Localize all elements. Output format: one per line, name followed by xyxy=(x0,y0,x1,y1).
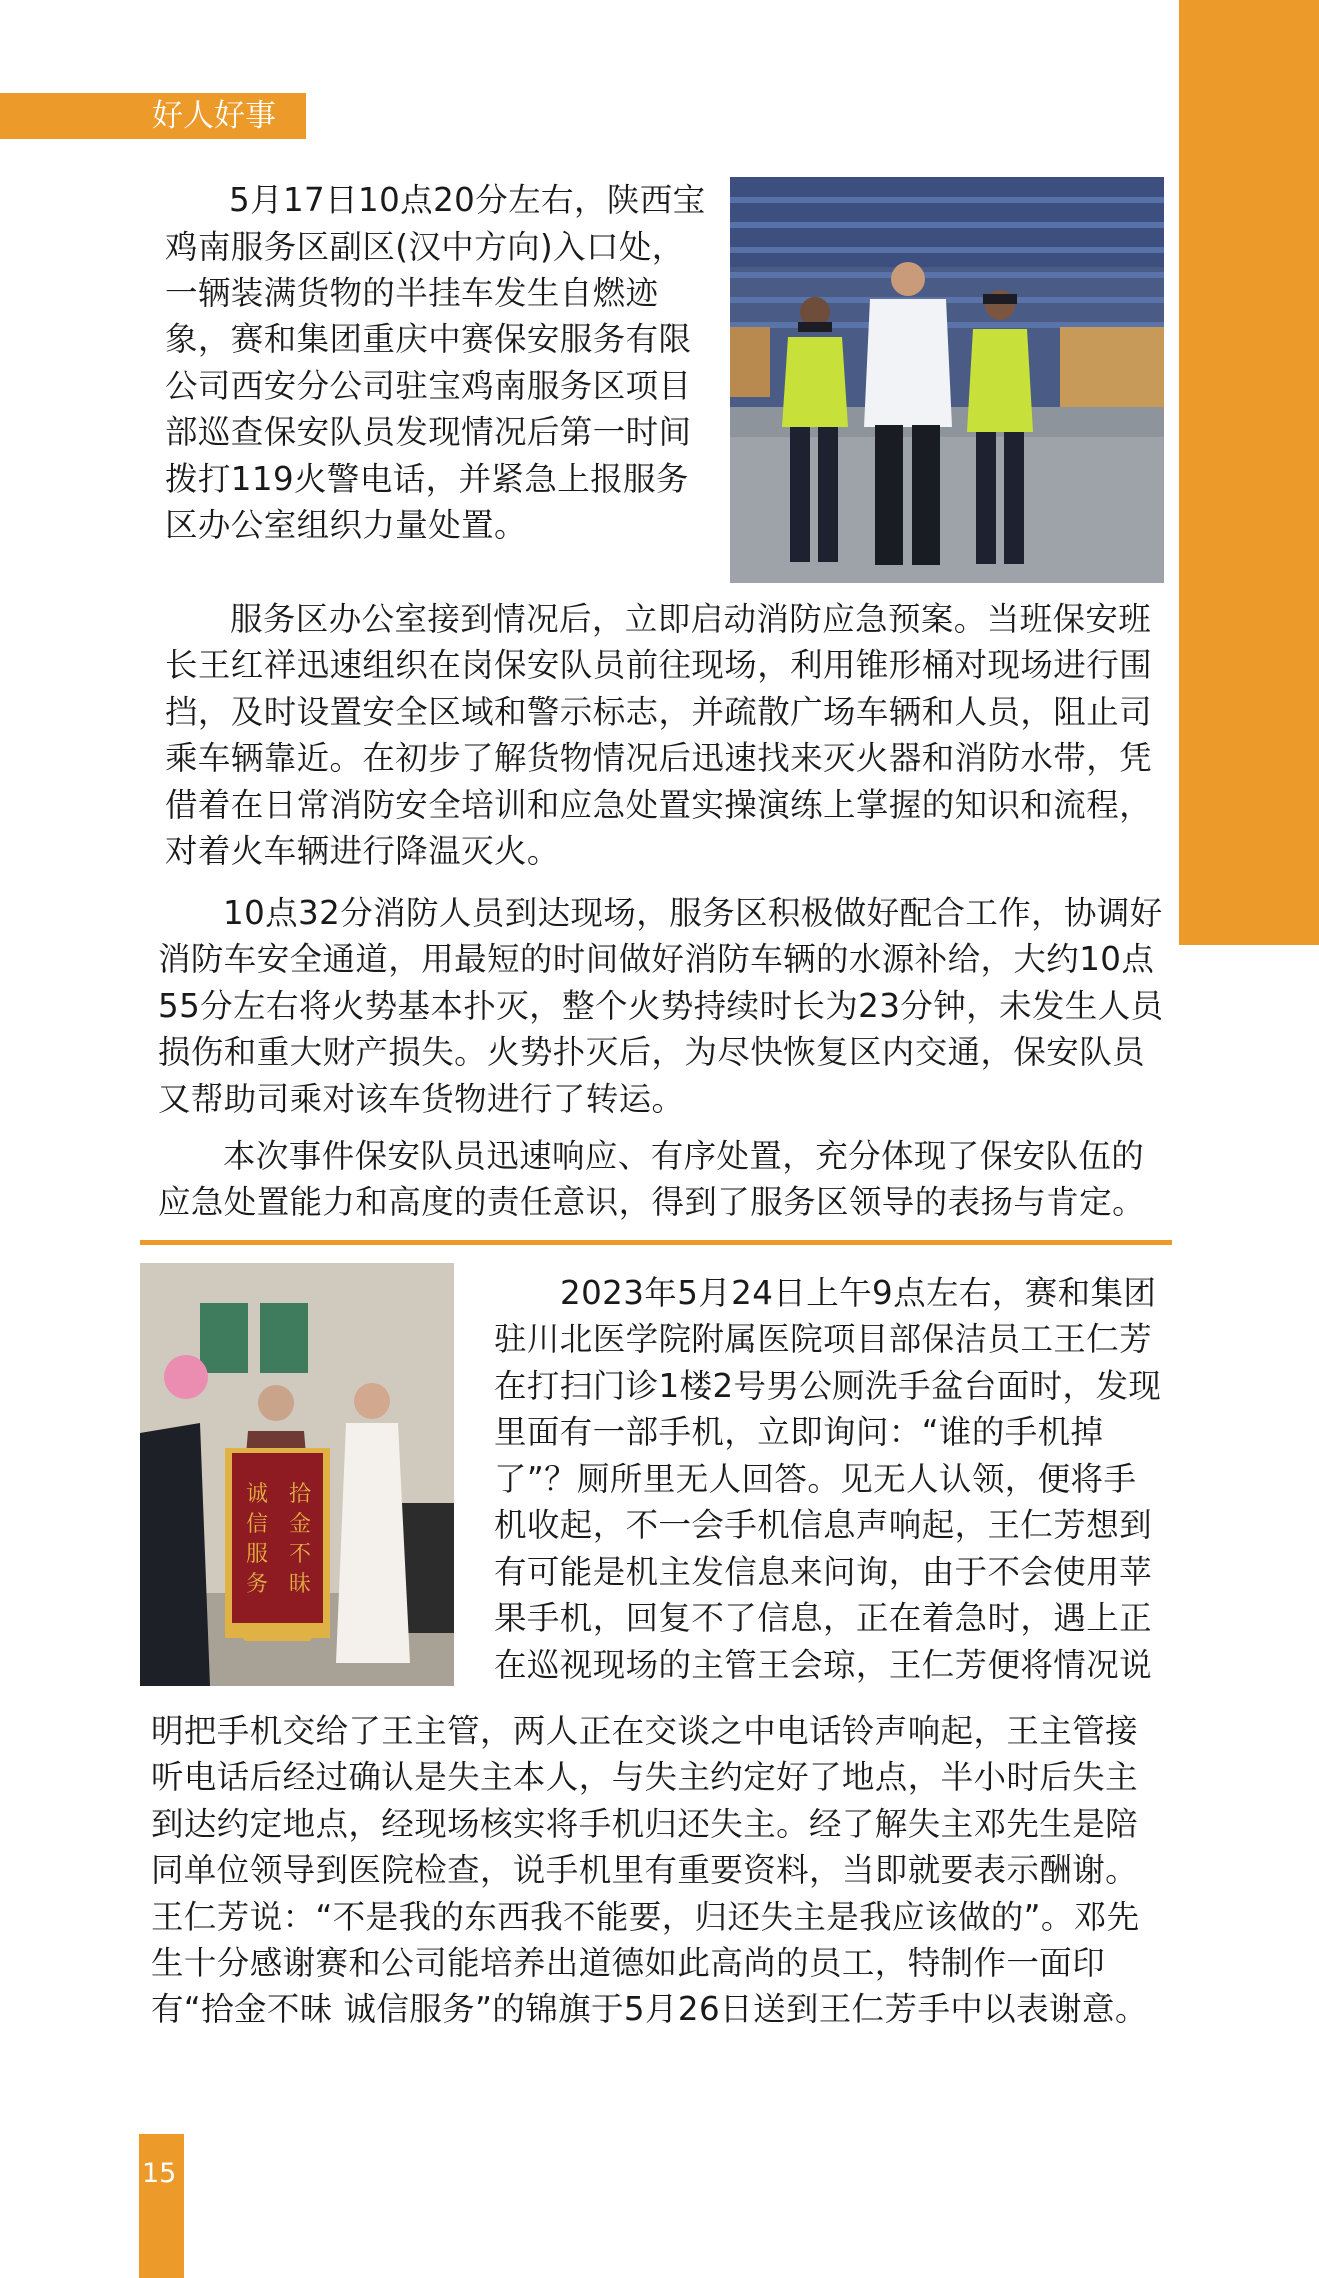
section-title: 好人好事 xyxy=(152,98,276,134)
banner-char: 务 xyxy=(245,1572,269,1597)
story2-line: 有可能是机主发信息来问询，由于不会使用苹 xyxy=(494,1553,1153,1591)
banner-char: 金 xyxy=(288,1512,312,1537)
story1-line: 一辆装满货物的半挂车发生自燃迹 xyxy=(165,274,659,312)
story1-line: 鸡南服务区副区(汉中方向)入口处， xyxy=(165,228,685,266)
story1-line: 5月17日10点20分左右，陕西宝 xyxy=(229,181,706,219)
story2-line: 果手机，回复不了信息，正在着急时，遇上正 xyxy=(494,1599,1153,1637)
banner-char: 诚 xyxy=(245,1482,269,1507)
section-divider xyxy=(140,1240,1172,1245)
story1-paragraph-4: 本次事件保安队员迅速响应、有序处置，充分体现了保安队伍的应急处置能力和高度的责任意识，得到了服务区领导的表扬与肯定。 xyxy=(158,1137,1146,1222)
banner-char: 拾 xyxy=(288,1482,312,1507)
banner-char: 昧 xyxy=(288,1572,312,1597)
story1-line: 部巡查保安队员发现情况后第一时间 xyxy=(165,413,692,451)
banner-char: 服 xyxy=(245,1542,269,1567)
story2-line: 里面有一部手机，立即询问：“谁的手机掉 xyxy=(494,1413,1104,1451)
story1-line: 区办公室组织力量处置。 xyxy=(165,506,527,544)
story2-line: 2023年5月24日上午9点左右，赛和集团 xyxy=(560,1274,1157,1312)
story2-line: 驻川北医学院附属医院项目部保洁员工王仁芳 xyxy=(494,1320,1153,1358)
story2-continuation: 明把手机交给了王主管，两人正在交谈之中电话铃声响起，王主管接听电话后经过确认是失主本人，与失主约定好了地点，半小时后失主到达约定地点，经现场核实将手机归还失主。经了解失主邓先生是陪同单位领导到医院检查，说手机里有重要资料，当即就要表示酬谢。王仁芳说：“不是我的东西我不能要，归还失主是我应该做的”。邓先生十分感谢赛和公司能培养出道德如此高尚的员工，特制作一面印有“拾金不昧 诚信服务”的锦旗于5月26日送到王仁芳手中以表谢意。 xyxy=(151,1712,1148,2029)
story1-paragraph-2: 服务区办公室接到情况后，立即启动消防应急预案。当班保安班长王红祥迅速组织在岗保安队员前往现场，利用锥形桶对现场进行围挡，及时设置安全区域和警示标志，并疏散广场车辆和人员，阻止司乘车辆靠近。在初步了解货物情况后迅速找来灭火器和消防水带，凭借着在日常消防安全培训和应急处置实操演练上掌握的知识和流程，对着火车辆进行降温灭火。 xyxy=(165,600,1153,871)
page-number: 15 xyxy=(142,2158,177,2189)
story2-line: 了”？厕所里无人回答。见无人认领，便将手 xyxy=(494,1460,1137,1498)
story1-line: 象，赛和集团重庆中赛保安服务有限 xyxy=(165,320,692,358)
section-title-tab xyxy=(0,93,306,139)
banner-char: 信 xyxy=(245,1512,269,1537)
banner-char: 不 xyxy=(288,1542,312,1567)
award-banner-photo xyxy=(140,1263,454,1686)
story1-paragraph-3: 10点32分消防人员到达现场，服务区积极做好配合工作，协调好消防车安全通道，用最短的时间做好消防车辆的水源补给，大约10点55分左右将火势基本扑灭，整个火势持续时长为23分钟，未发生人员损伤和重大财产损失。火势扑灭后，为尽快恢复区内交通，保安队员又帮助司乘对该车货物进行了转运。 xyxy=(158,894,1164,1118)
page-number-tab xyxy=(139,2134,184,2278)
security-team-photo xyxy=(730,177,1164,583)
story1-line: 拨打119火警电话，并紧急上报服务 xyxy=(165,460,689,498)
story2-line: 在打扫门诊1楼2号男公厕洗手盆台面时，发现 xyxy=(494,1367,1162,1405)
story1-line: 公司西安分公司驻宝鸡南服务区项目 xyxy=(165,367,692,405)
story2-line: 机收起，不一会手机信息声响起，王仁芳想到 xyxy=(494,1506,1153,1544)
decorative-side-bar xyxy=(1179,0,1319,945)
story2-line: 在巡视现场的主管王会琼，王仁芳便将情况说 xyxy=(494,1646,1153,1684)
